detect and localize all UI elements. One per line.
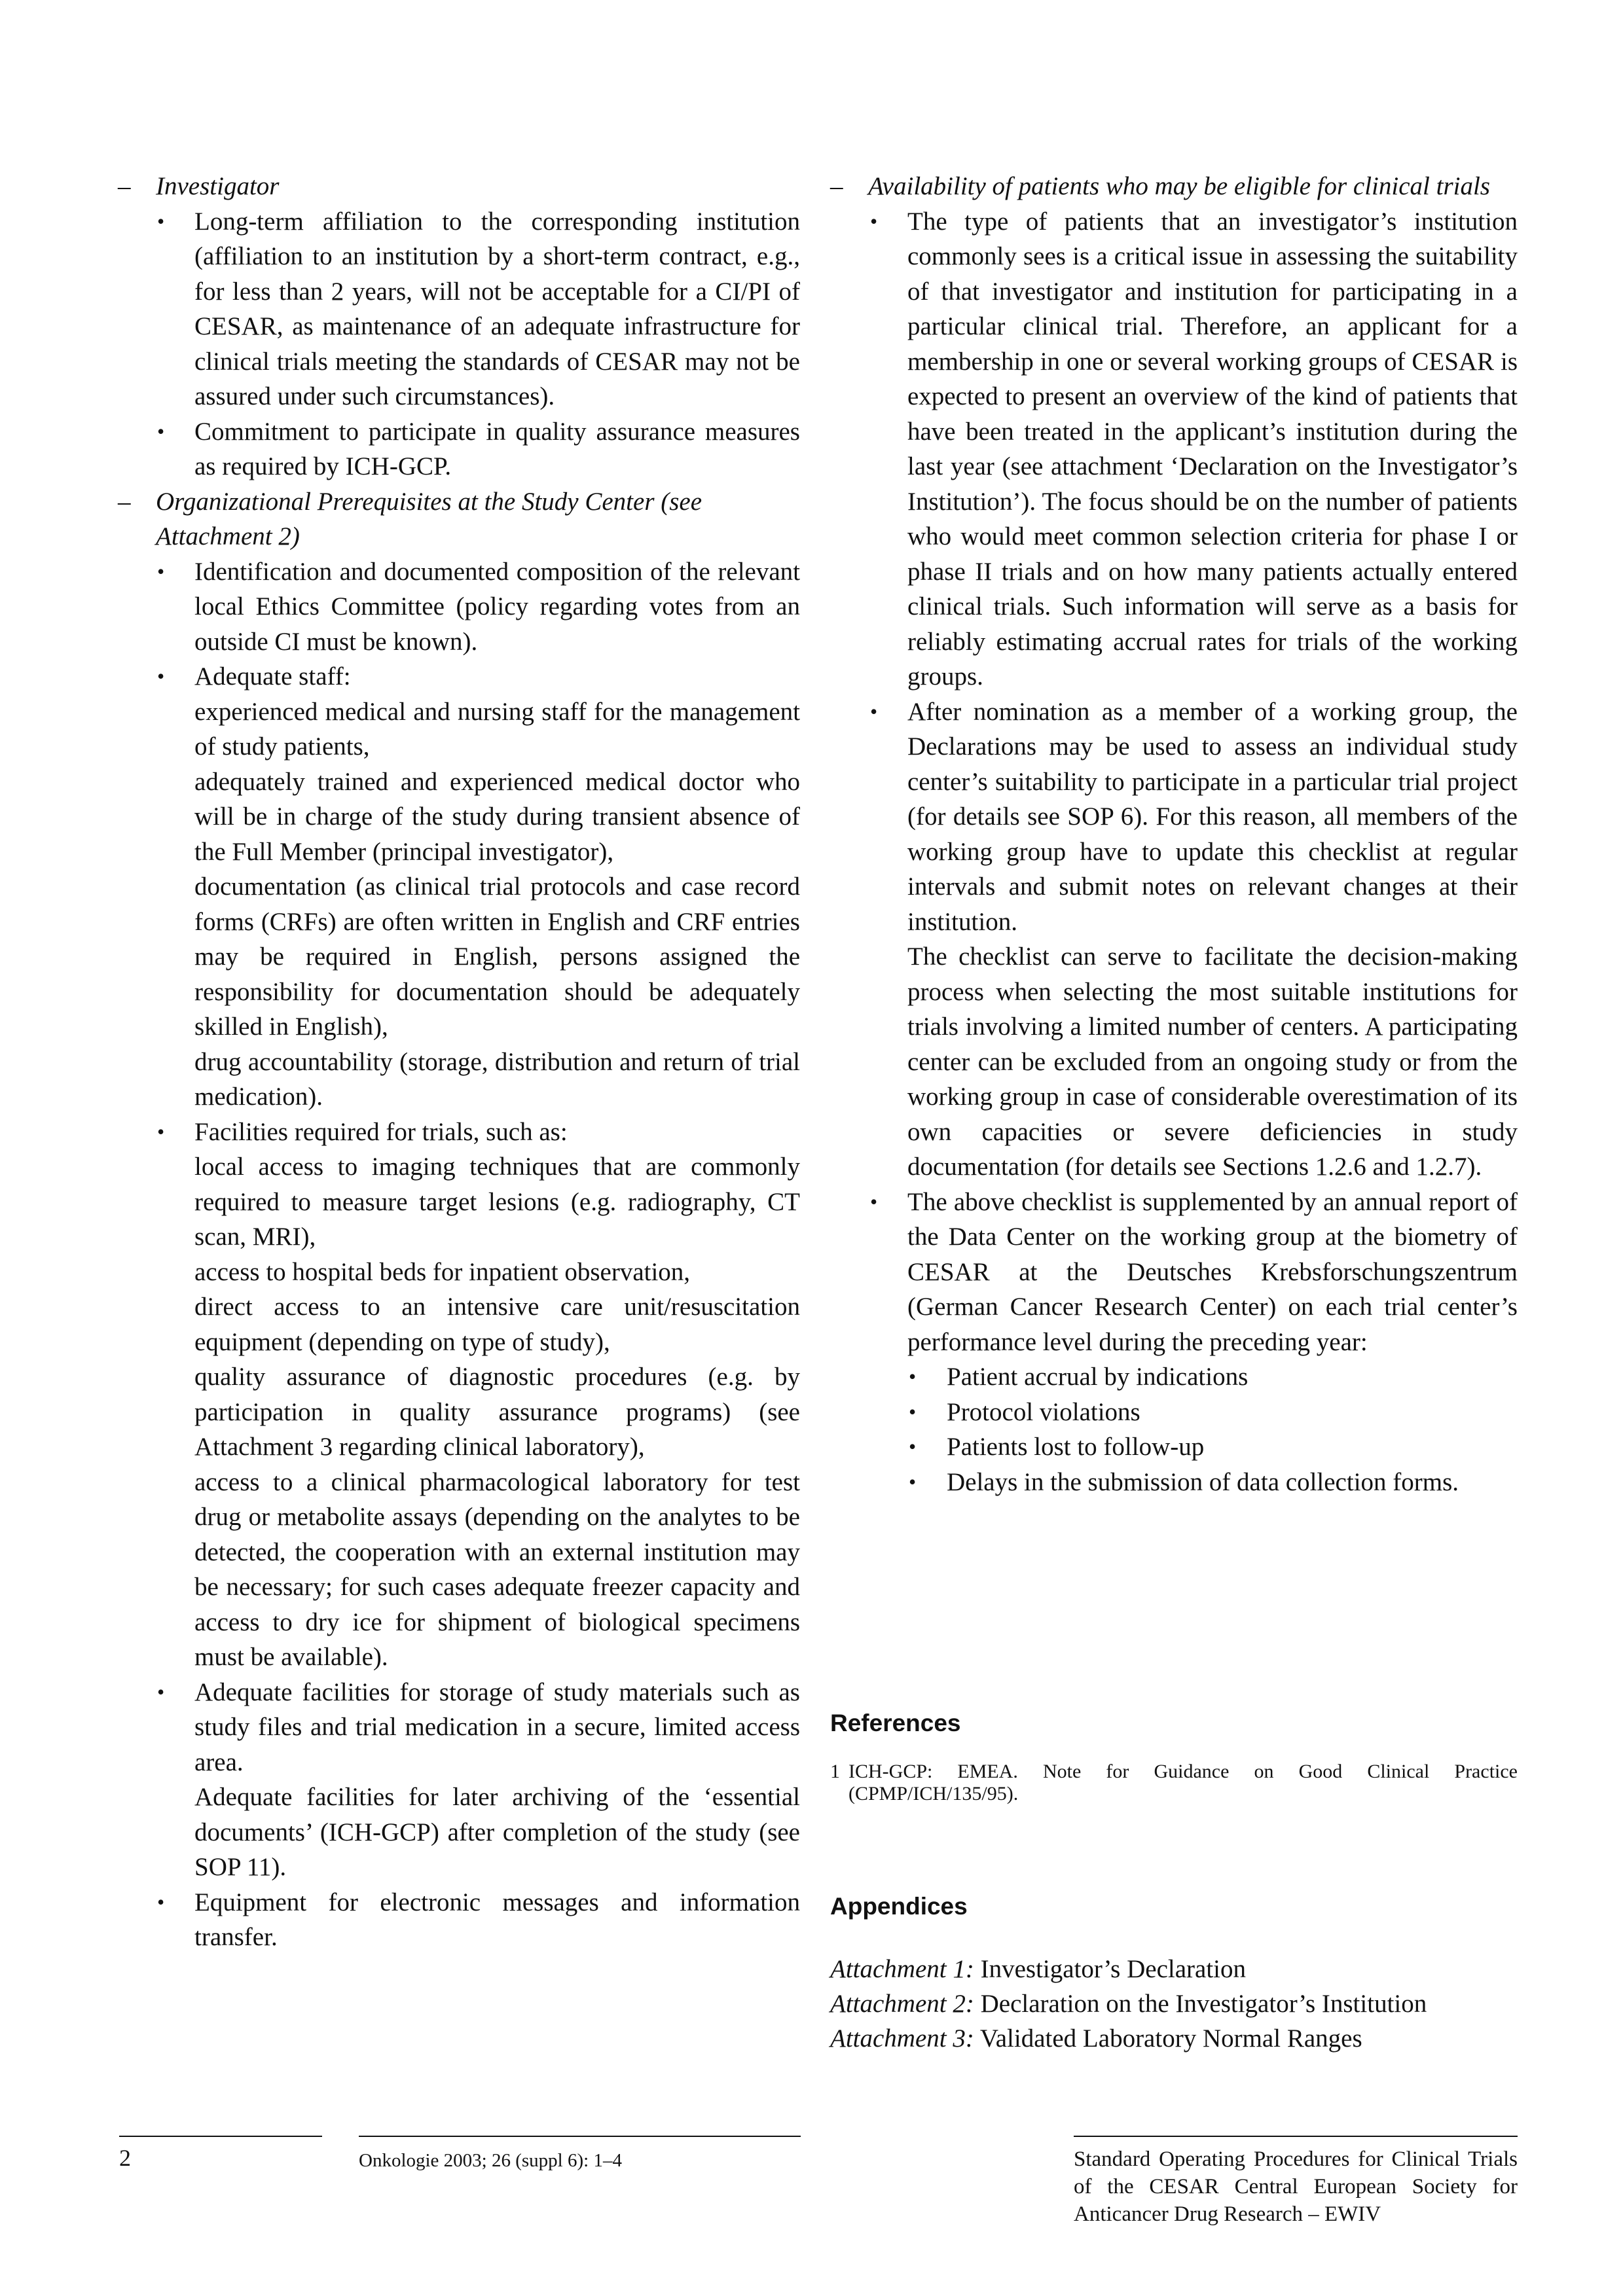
investigator-list <box>118 204 800 484</box>
list-item-checklist <box>907 1185 1518 1500</box>
section-investigator-heading: – Investigator <box>118 169 800 204</box>
list-item: • Equipment for electronic messages and information transfer. <box>194 1885 800 1955</box>
appendix-item <box>830 2021 1362 2056</box>
organizational-list <box>118 554 800 1955</box>
list-item-facilities <box>194 1115 800 1675</box>
reference-number: 1 <box>830 1761 840 1782</box>
page-number: 2 <box>119 2145 131 2171</box>
facilities-line: direct access to an intensive care unit/resuscitation equipment (depending on type of study), <box>194 1293 800 1356</box>
checklist-text: • The above checklist is supplemented by an annual report of the Data Center on the working group at the biometry of CESAR at the Deutsches Krebsforschungszentrum (German Cancer Research Center) on each trial center’s performance level during the preceding year: <box>907 1187 1518 1356</box>
footer-rule-middle <box>359 2136 801 2137</box>
list-item: • Identification and documented composition of the relevant local Ethics Committee (policy regarding votes from an outside CI must be known). <box>194 554 800 660</box>
dash-marker: – <box>118 172 131 200</box>
facilities-line: local access to imaging techniques that are commonly required to measure target lesions (e.g. radiography, CT scan, MRI), <box>194 1153 800 1251</box>
facilities-line: access to a clinical pharmacological laboratory for test drug or metabolite assays (depending on the analytes to be detected, the cooperation with an external institution may be necessary; for such cases adequate freezer capacity and access to dry ice for shipment of biological specimens must be available). <box>194 1467 800 1671</box>
appendices-heading: Appendices <box>830 1893 968 1920</box>
footer-title: Standard Operating Procedures for Clinical Trials of the CESAR Central European Society for Anticancer Drug Research – EWIV <box>1074 2147 1518 2226</box>
appendix-label: Attachment 1: <box>830 1955 974 1983</box>
appendix-label: Attachment 2: <box>830 1990 974 2018</box>
section-organizational-heading: – Organizational Prerequisites at the Study Center (see Attachment 2) <box>118 484 800 554</box>
nomination-paragraph: The checklist can serve to facilitate the decision-making process when selecting the most suitable institutions for trials involving a limited number of centers. A participating center can be excluded from an ongoing study or from the working group in case of considerable overestimation of its own capacities or severe deficiencies in study documentation (for details see Sections 1.2.6 and 1.2.7). <box>907 942 1518 1181</box>
sub-list-item: • Patients lost to follow-up <box>947 1429 1518 1465</box>
list-item: • The type of patients that an investigator’s institution commonly sees is a critical issue in assessing the suitability of that investigator and institution for participating in a particular clinical trial. Therefore, an applicant for a membership in one or several working groups of CESAR is expected to present an overview of the kind of patients that have been treated in the applicant’s institution during the last year (see attachment ‘Declaration on the Investigator’s Institution’). The focus should be on the number of patients who would meet common selection criteria for phase I or phase II trials and on how many patients actually entered clinical trials. Such information will serve as a basis for reliably estimating accrual rates for trials of the working groups. <box>907 204 1518 694</box>
list-item: • Long-term affiliation to the corresponding institution (affiliation to an institution by a short-term contract, e.g., for less than 2 years, will not be acceptable for a CI/PI of CESAR, as maintenance of an adequate infrastructure for clinical trials meeting the standards of CESAR may not be assured under such circumstances). <box>194 204 800 414</box>
sub-list-item: • Protocol violations <box>947 1395 1518 1430</box>
reference-text: ICH-GCP: EMEA. Note for Guidance on Good Clinical Practice (CPMP/ICH/135/95). <box>848 1761 1518 1804</box>
staff-line: adequately trained and experienced medical doctor who will be in charge of the study during transient absence of the Full Member (principal investigator), <box>194 767 800 866</box>
references-heading: References <box>830 1710 961 1736</box>
facilities-title: • Facilities required for trials, such as: <box>194 1117 568 1146</box>
staff-line: documentation (as clinical trial protocols and case record forms (CRFs) are often written in English and CRF entries may be required in English, persons assigned the responsibility for documentation should be adequately skilled in English), <box>194 872 800 1041</box>
dash-marker: – <box>830 172 843 200</box>
availability-list <box>830 204 1518 1500</box>
storage-line: Adequate facilities for later archiving of the ‘essential documents’ (ICH-GCP) after completion of the study (see SOP 11). <box>194 1783 800 1881</box>
journal-citation: Onkologie 2003; 26 (suppl 6): 1–4 <box>359 2150 622 2171</box>
storage-line: • Adequate facilities for storage of study materials such as study files and trial medication in a secure, limited access area. <box>194 1677 800 1776</box>
list-item-nomination <box>907 694 1518 1185</box>
dash-marker: – <box>118 487 131 516</box>
appendix-item <box>830 1986 1427 2022</box>
appendix-title: Investigator’s Declaration <box>980 1955 1246 1983</box>
staff-title: • Adequate staff: <box>194 662 351 691</box>
sub-list-item: • Delays in the submission of data collection forms. <box>947 1465 1518 1500</box>
facilities-line: access to hospital beds for inpatient observation, <box>194 1257 691 1286</box>
appendix-title: Validated Laboratory Normal Ranges <box>979 2024 1362 2053</box>
checklist-sub-list <box>907 1359 1518 1499</box>
section-availability-heading: – Availability of patients who may be eligible for clinical trials <box>830 169 1518 204</box>
right-column <box>830 169 1518 1499</box>
footer-rule-right <box>1074 2136 1518 2137</box>
references-appendices-block <box>830 1702 1518 2068</box>
appendix-label: Attachment 3: <box>830 2024 974 2053</box>
footer-rule-left <box>119 2136 322 2137</box>
reference-entry <box>830 1761 1518 1805</box>
appendix-title: Declaration on the Investigator’s Institution <box>980 1990 1427 2018</box>
left-column <box>118 169 800 1955</box>
facilities-line: quality assurance of diagnostic procedures (e.g. by participation in quality assurance programs) (see Attachment 3 regarding clinical laboratory), <box>194 1363 800 1461</box>
staff-line: drug accountability (storage, distribution and return of trial medication). <box>194 1047 800 1111</box>
appendix-item <box>830 1952 1246 1987</box>
sub-list-item: • Patient accrual by indications <box>947 1359 1518 1395</box>
staff-line: experienced medical and nursing staff for the management of study patients, <box>194 697 800 761</box>
list-item: • Commitment to participate in quality assurance measures as required by ICH-GCP. <box>194 414 800 484</box>
list-item-storage <box>194 1675 800 1885</box>
list-item-staff <box>194 659 800 1115</box>
nomination-paragraph: • After nomination as a member of a working group, the Declarations may be used to assess an individual study center’s suitability to participate in a particular trial project (for details see SOP 6). For this reason, all members of the working group have to update this checklist at regular intervals and submit notes on relevant changes at their institution. <box>907 697 1518 936</box>
